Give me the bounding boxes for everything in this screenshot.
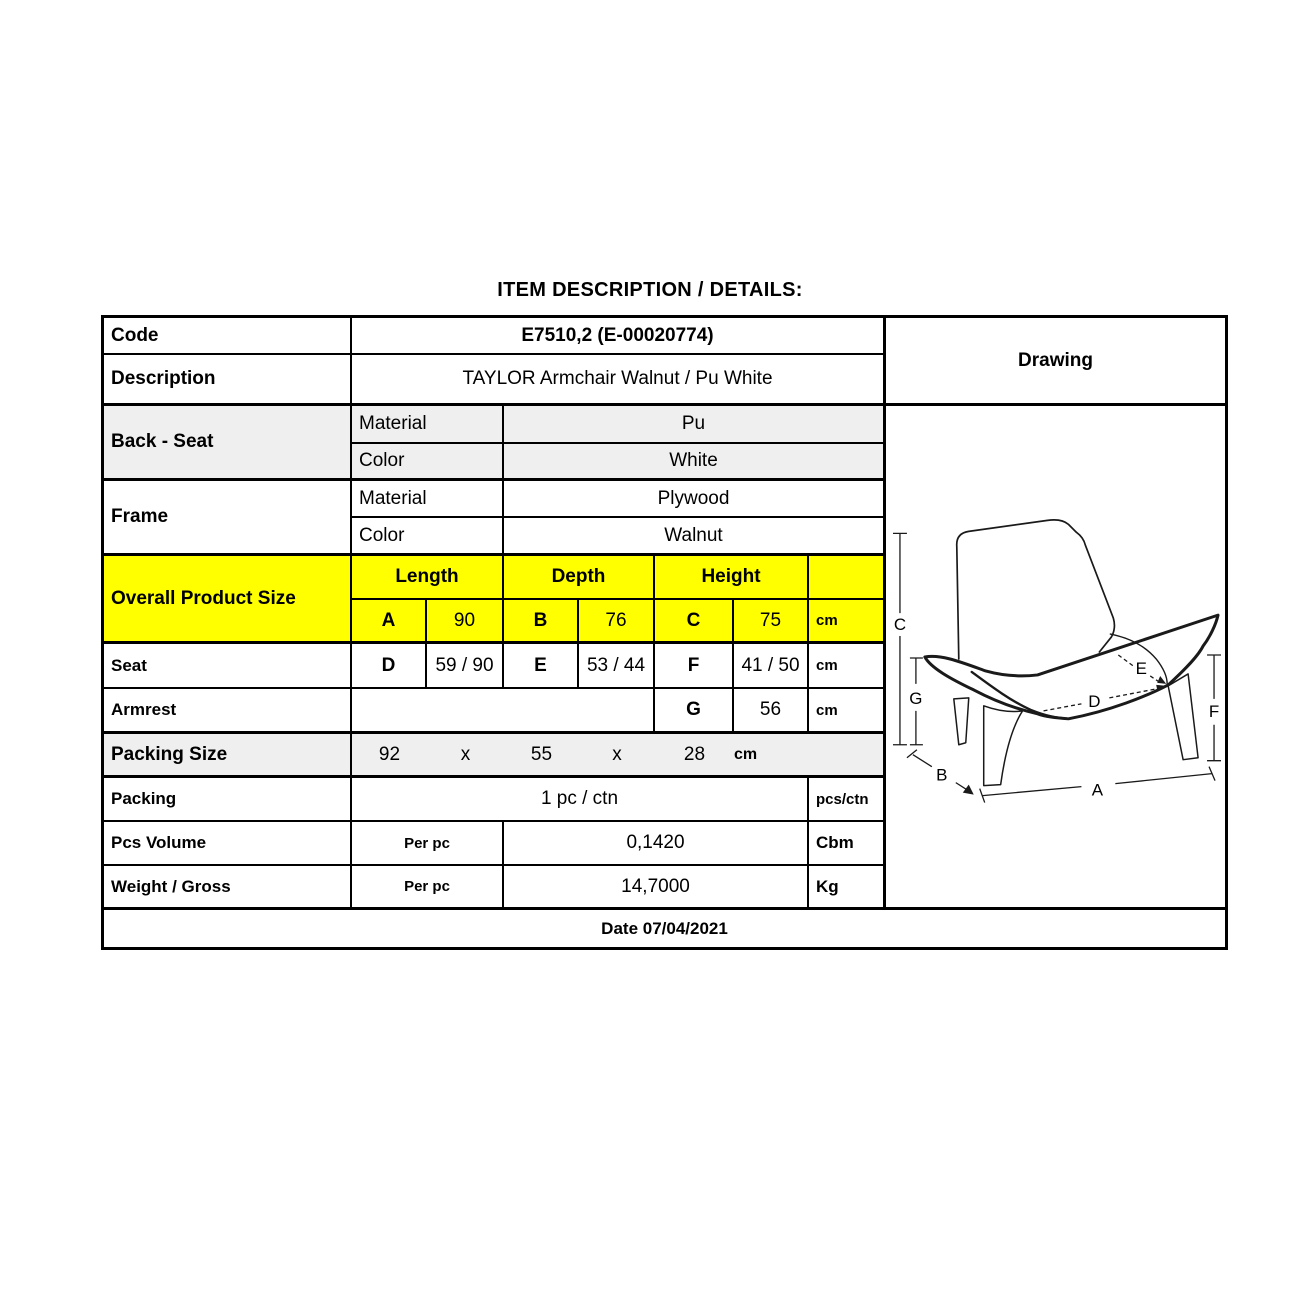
code-label: Code [104,318,352,355]
spec-table [101,315,1228,950]
dim-label-c: C [893,615,907,635]
frame-color-label: Color [352,518,504,556]
overall-size-unit: cm [809,600,886,644]
back-seat-label: Back - Seat [104,406,352,481]
weight-per: Per pc [352,866,504,910]
dim-d-key: D [352,644,427,689]
frame-material-value: Plywood [504,481,886,518]
packing-size-x2: x [612,743,622,765]
dim-d-value: 59 / 90 [427,644,504,689]
chair-front-leg-small [954,698,969,745]
depth-header: Depth [504,556,655,600]
dim-c-key: C [655,600,734,644]
pcs-volume-per: Per pc [352,822,504,866]
frame-material-label: Material [352,481,504,518]
dim-f-value: 41 / 50 [734,644,809,689]
armrest-unit: cm [809,689,886,734]
packing-size-d3: 28 [683,743,706,765]
drawing-header: Drawing [886,318,1225,406]
dim-g-key: G [655,689,734,734]
armrest-label: Armrest [104,689,352,734]
pcs-volume-unit: Cbm [809,822,886,866]
packing-value: 1 pc / ctn [352,778,809,822]
dim-label-b: B [936,765,948,785]
packing-size-unit: cm [734,745,758,763]
pcs-volume-label: Pcs Volume [104,822,352,866]
dim-label-d: D [1088,691,1101,711]
chair-front-leg-large [984,706,1023,786]
page-title: ITEM DESCRIPTION / DETAILS: [497,279,803,301]
dim-e-key: E [504,644,579,689]
pcs-volume-value: 0,1420 [504,822,809,866]
back-seat-material-label: Material [352,406,504,444]
weight-label: Weight / Gross [104,866,352,910]
seat-unit: cm [809,644,886,689]
packing-size-values [352,734,886,778]
packing-label: Packing [104,778,352,822]
overall-size-label: Overall Product Size [104,556,352,644]
seat-label: Seat [104,644,352,689]
dim-a-value: 90 [427,600,504,644]
back-seat-color-label: Color [352,444,504,481]
dim-label-f: F [1208,701,1220,721]
dim-e-value: 53 / 44 [579,644,655,689]
weight-unit: Kg [809,866,886,910]
weight-value: 14,7000 [504,866,809,910]
description-value: TAYLOR Armchair Walnut / Pu White [352,355,886,406]
chair-rear-leg [1168,674,1198,760]
dim-label-e: E [1135,658,1147,678]
description-label: Description [104,355,352,406]
chair-backrest [957,520,1115,659]
date-row: Date 07/04/2021 [601,918,728,938]
armrest-blank [352,689,655,734]
code-value: E7510,2 (E-00020774) [352,318,886,355]
height-header: Height [655,556,809,600]
back-seat-color-value: White [504,444,886,481]
dim-a-key: A [352,600,427,644]
packing-size-x1: x [460,743,471,765]
packing-size-d2: 55 [530,743,553,765]
packing-size-label: Packing Size [104,734,352,778]
packing-size-d1: 92 [378,743,401,765]
drawing-cell [886,406,1225,910]
back-seat-material-value: Pu [504,406,886,444]
dim-label-a: A [1091,780,1104,800]
frame-label: Frame [104,481,352,556]
unit-header-blank [809,556,886,600]
dim-b-key: B [504,600,579,644]
chair-drawing [886,406,1225,907]
dim-c-value: 75 [734,600,809,644]
dim-g-value: 56 [734,689,809,734]
length-header: Length [352,556,504,600]
frame-color-value: Walnut [504,518,886,556]
dim-label-g: G [909,688,923,708]
dim-b-value: 76 [579,600,655,644]
packing-unit: pcs/ctn [809,778,886,822]
dim-f-key: F [655,644,734,689]
